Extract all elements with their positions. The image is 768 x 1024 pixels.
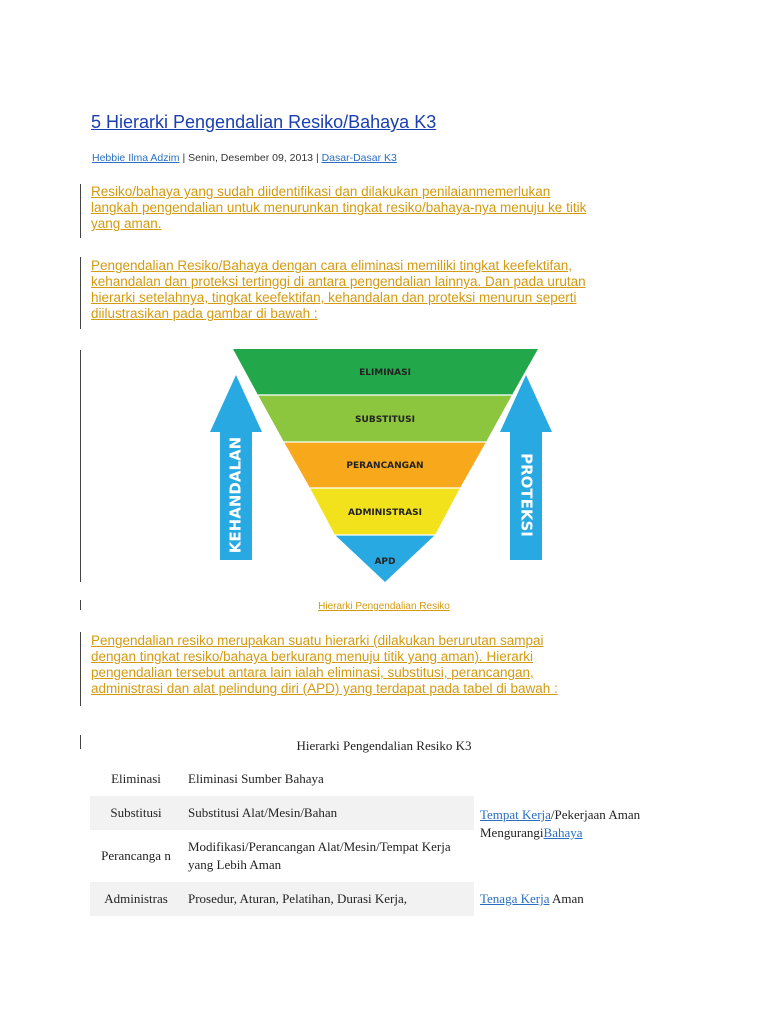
category-link[interactable]: Dasar-Dasar K3 — [321, 152, 397, 164]
paragraph-hierarchy — [91, 633, 691, 697]
paragraph-line: hierarki setelahnya, tingkat keefektifan, kehandalan dan proteksi menurun seperti — [91, 290, 577, 305]
paragraph-line: dengan tingkat resiko/bahaya berkurang menuju titik yang aman). Hierarki — [91, 649, 533, 664]
article-title[interactable]: 5 Hierarki Pengendalian Resiko/Bahaya K3 — [91, 112, 437, 132]
paragraph-line: kehandalan dan proteksi tertinggi di antara pengendalian lainnya. Dan pada urutan — [91, 274, 586, 289]
hierarchy-diagram — [195, 345, 575, 585]
quote-bar — [80, 350, 81, 582]
table-row — [90, 882, 678, 916]
paragraph-line: administrasi dan alat pelindung diri (APD) yang terdapat pada tabel di bawah : — [91, 681, 558, 696]
bahaya-link[interactable]: Bahaya — [543, 825, 583, 840]
paragraph-line: pengendalian tersebut antara lain ialah eliminasi, substitusi, perancangan, — [91, 665, 534, 680]
level-label-administrasi: ADMINISTRASI — [348, 508, 422, 518]
level-label-apd: APD — [374, 557, 396, 567]
paragraph-line: Resiko/bahaya yang sudah diidentifikasi dan dilakukan penilaianmemerlukan — [91, 184, 551, 199]
cell-text: /Pekerjaan Aman Mengurangi — [480, 807, 641, 840]
table-cell: Prosedur, Aturan, Pelatihan, Durasi Kerja, — [182, 882, 474, 916]
meta-separator: | — [313, 152, 322, 164]
hierarchy-table — [90, 762, 678, 916]
paragraph-line: langkah pengendalian untuk menurunkan tingkat resiko/bahaya-nya menuju ke titik — [91, 200, 587, 215]
table-cell — [474, 762, 678, 796]
cell-text: Aman — [549, 891, 584, 906]
left-arrow-label: KEHANDALAN — [226, 436, 245, 554]
level-label-substitusi: SUBSTITUSI — [355, 415, 415, 425]
tenaga-kerja-link[interactable]: Tenaga Kerja — [480, 891, 550, 906]
paragraph-line: Pengendalian resiko merupakan suatu hierarki (dilakukan berurutan sampai — [91, 633, 544, 648]
paragraph-effectiveness — [91, 258, 691, 322]
table-cell: Substitusi — [90, 796, 182, 830]
table-row — [90, 762, 678, 796]
level-label-eliminasi: ELIMINASI — [359, 368, 411, 378]
quote-bar — [80, 257, 81, 329]
meta-separator: | — [179, 152, 189, 164]
table-cell: Substitusi Alat/Mesin/Bahan — [182, 796, 474, 830]
table-cell: Modifikasi/Perancangan Alat/Mesin/Tempat Kerja yang Lebih Aman — [188, 839, 451, 872]
table-title: Hierarki Pengendalian Resiko K3 — [296, 738, 472, 753]
table-cell: Eliminasi — [111, 771, 161, 786]
right-arrow-label: PROTEKSI — [517, 453, 536, 537]
post-date: Senin, Desember 09, 2013 — [188, 152, 314, 164]
paragraph-line: yang aman. — [91, 216, 162, 231]
level-label-perancangan: PERANCANGAN — [346, 461, 424, 471]
paragraph-intro — [91, 184, 691, 232]
paragraph-line: diilustrasikan pada gambar di bawah : — [91, 306, 318, 321]
tempat-kerja-link[interactable]: Tempat Kerja — [480, 807, 551, 822]
quote-bar — [80, 632, 81, 706]
figure-caption[interactable]: Hierarki Pengendalian Resiko — [318, 601, 450, 612]
table-cell — [474, 796, 678, 882]
table-row — [90, 796, 678, 830]
author-link[interactable]: Hebbie Ilma Adzim — [92, 152, 180, 164]
table-cell: Eliminasi Sumber Bahaya — [188, 771, 324, 786]
article-meta — [92, 152, 397, 164]
paragraph-line: Pengendalian Resiko/Bahaya dengan cara eliminasi memiliki tingkat keefektifan, — [91, 258, 573, 273]
table-cell — [474, 882, 678, 916]
table-cell: Administras — [90, 882, 182, 916]
table-cell: Perancanga n — [101, 848, 171, 863]
quote-bar — [80, 184, 81, 238]
